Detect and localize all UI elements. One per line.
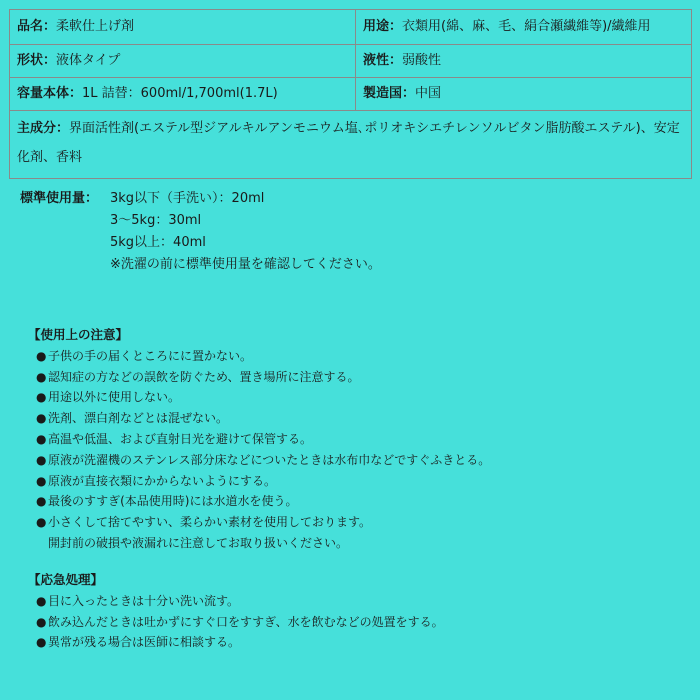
- form-cell: [10, 45, 356, 78]
- bullet-icon: ●: [36, 515, 47, 530]
- caution-item: [28, 471, 490, 492]
- caution-text: 原液が直接衣類にかからないようにする。: [48, 473, 277, 488]
- emergency-section: [28, 570, 444, 653]
- spec-row: [10, 10, 692, 45]
- bullet-icon: ●: [36, 348, 47, 363]
- caution-text: 子供の手の届くところにに置かない。: [48, 348, 253, 363]
- ingredients-label: 主成分：: [17, 121, 70, 136]
- emergency-text: 目に入ったときは十分い洗い流す。: [48, 593, 240, 608]
- liquid-cell: [356, 45, 692, 78]
- emergency-item: [28, 632, 444, 653]
- emergency-text: 飲み込んだときは吐かずにすぐ口をすすぎ、水を飲むなどの処置をする。: [48, 614, 444, 629]
- bullet-icon: ●: [36, 494, 47, 509]
- usage-note: ※洗濯の前に標準使用量を確認してください。: [110, 257, 381, 272]
- spec-table: [9, 9, 692, 179]
- caution-text: 小さくして捨てやすい、柔らかい素材を使用しております。: [48, 515, 372, 530]
- product-name-cell: [10, 10, 356, 45]
- caution-item: [28, 429, 490, 450]
- bullet-icon: ●: [36, 473, 47, 488]
- emergency-title: 【応急処理】: [28, 572, 104, 587]
- bullet-icon: ●: [36, 614, 47, 629]
- caution-item: [28, 387, 490, 408]
- origin-label: 製造国：: [363, 86, 416, 101]
- caution-text: 認知症の方などの誤飲を防ぐため、置き場所に注意する。: [48, 369, 360, 384]
- origin-cell: [356, 78, 692, 111]
- liquid-label: 液性：: [363, 53, 403, 68]
- cautions-title: 【使用上の注意】: [28, 327, 129, 342]
- usage-line: 5kg以上：40ml: [110, 235, 206, 250]
- bullet-icon: ●: [36, 390, 47, 405]
- usage-row: [20, 188, 381, 210]
- caution-item: [28, 408, 490, 429]
- product-name-value: 柔軟仕上げ剤: [56, 19, 135, 34]
- use-value: 衣類用(綿、麻、毛、絹合瀬繊維等)/繊維用: [402, 19, 651, 34]
- caution-text: 原液が洗濯機のステンレス部分床などについたときは水布巾などですぐふきとる。: [48, 452, 491, 467]
- liquid-value: 弱酸性: [402, 53, 442, 68]
- product-name-label: 品名：: [17, 19, 57, 34]
- usage-line: 3～5kg：30ml: [110, 213, 202, 228]
- capacity-label: 容量本体：: [17, 86, 83, 101]
- emergency-text: 異常が残る場合は医師に相談する。: [48, 635, 241, 650]
- bullet-icon: ●: [36, 593, 47, 608]
- form-value: 液体タイプ: [56, 53, 121, 68]
- cautions-section: [28, 325, 490, 554]
- caution-text: 最後のすすぎ(本品使用時)には水道水を使う。: [48, 494, 298, 509]
- usage-line: 3kg以下（手洗い）：20ml: [110, 191, 265, 206]
- bullet-icon: ●: [36, 411, 47, 426]
- bullet-icon: ●: [36, 369, 47, 384]
- form-label: 形状：: [17, 53, 57, 68]
- caution-item: [28, 450, 490, 471]
- caution-item: [28, 491, 490, 512]
- spec-row: [10, 78, 692, 111]
- origin-value: 中国: [415, 86, 442, 101]
- ingredients-value: 界面活性剤(エステル型ジアルキルアンモニウム塩､ポリオキシエチレンソルビタン脂肪酸エステル)、安定化剤、香料: [17, 121, 680, 165]
- caution-text: 洗剤、漂白剤などとは混ぜない。: [48, 411, 229, 426]
- caution-continuation: 開封前の破損や液漏れに注意してお取り扱いください。: [48, 535, 349, 550]
- capacity-value: 1L 詰替：600ml/1,700ml(1.7L): [82, 86, 278, 101]
- bullet-icon: ●: [36, 635, 47, 650]
- use-label: 用途：: [363, 19, 403, 34]
- caution-text: 用途以外に使用しない。: [48, 390, 181, 405]
- caution-item: [28, 346, 490, 367]
- usage-section: [20, 188, 381, 276]
- spec-row: [10, 111, 692, 179]
- caution-item: [28, 367, 490, 388]
- usage-label: 標準使用量：: [20, 191, 99, 206]
- spec-row: [10, 45, 692, 78]
- caution-text: 高温や低温、および直射日光を避けて保管する。: [48, 431, 313, 446]
- emergency-item: [28, 591, 444, 612]
- use-cell: [356, 10, 692, 45]
- bullet-icon: ●: [36, 452, 47, 467]
- ingredients-cell: [10, 111, 692, 179]
- caution-item: [28, 512, 490, 533]
- emergency-item: [28, 612, 444, 633]
- bullet-icon: ●: [36, 431, 47, 446]
- capacity-cell: [10, 78, 356, 111]
